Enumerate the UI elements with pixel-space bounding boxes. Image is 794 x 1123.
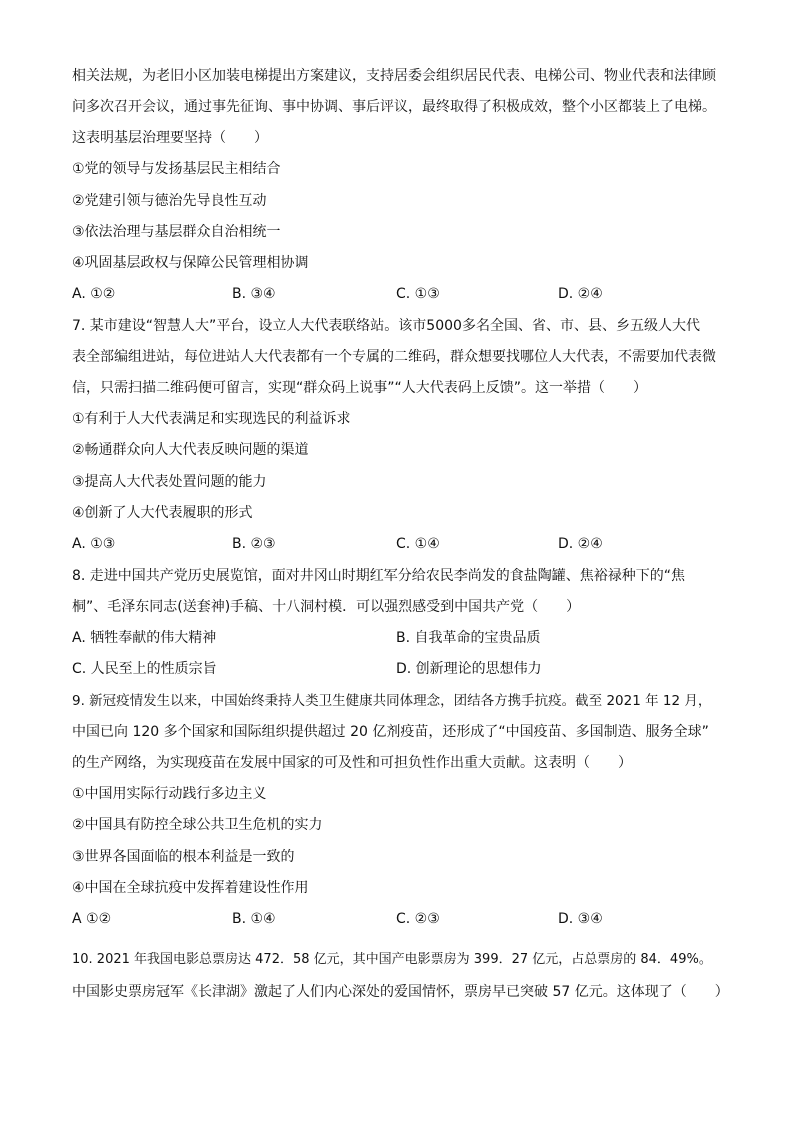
q6-item: ③依法治理与基层群众自治相统一 bbox=[72, 224, 281, 240]
q7-stem-line: 7. 某市建设“智慧人大”平台，设立人大代表联络站。该市5000多名全国、省、市、县、乡五级人大代 bbox=[72, 318, 700, 334]
q7-option-c: C. ①④ bbox=[396, 536, 440, 552]
q6-option-c: C. ①③ bbox=[396, 286, 440, 302]
q8-stem-line: 桐”、毛泽东同志(送套神)手稿、十八洞村模．可以强烈感受到中国共产党（ ） bbox=[72, 599, 581, 615]
q7-option-d: D. ②④ bbox=[558, 536, 603, 552]
q10-stem-line: 10. 2021 年我国电影总票房达 472．58 亿元，其中国产电影票房为 399．27 亿元，占总票房的 84．49%。 bbox=[72, 952, 712, 967]
q8-stem-line: 8. 走进中国共产党历史展览馆，面对井冈山时期红军分给农民李尚发的食盐陶罐、焦裕禄种下的“焦 bbox=[72, 568, 686, 584]
q9-option-a: A ①② bbox=[72, 911, 112, 927]
q6-stem-line: 这表明基层治理要坚持（ ） bbox=[72, 130, 268, 146]
q6-options bbox=[72, 284, 732, 304]
q8-option-a: A. 牺牲奉献的伟大精神 bbox=[72, 630, 217, 646]
q7-option-a: A. ①③ bbox=[72, 536, 116, 552]
q9-stem-line: 中国已向 120 多个国家和国际组织提供超过 20 亿剂疫苗，还形成了“中国疫苗、多国制造、服务全球” bbox=[72, 724, 709, 740]
q7-stem-line: 表全部编组进站，每位进站人大代表都有一个专属的二维码，群众想要找哪位人大代表，不需要加代表微 bbox=[72, 349, 716, 365]
q6-option-a: A. ①② bbox=[72, 286, 116, 302]
q7-item: ①有利于人大代表满足和实现选民的利益诉求 bbox=[72, 411, 351, 427]
q8-option-c: C. 人民至上的性质宗旨 bbox=[72, 661, 217, 677]
q9-item: ③世界各国面临的根本利益是一致的 bbox=[72, 849, 295, 865]
q7-item: ④创新了人大代表履职的形式 bbox=[72, 505, 253, 521]
q6-item: ②党建引领与德治先导良性互动 bbox=[72, 193, 267, 209]
q6-item: ④巩固基层政权与保障公民管理相协调 bbox=[72, 255, 309, 271]
q8-option-b: B. 自我革命的宝贵品质 bbox=[396, 630, 541, 646]
q7-option-b: B. ②③ bbox=[232, 536, 276, 552]
q6-option-d: D. ②④ bbox=[558, 286, 603, 302]
q9-item: ①中国用实际行动践行多边主义 bbox=[72, 786, 267, 802]
q6-item: ①党的领导与发扬基层民主相结合 bbox=[72, 161, 281, 177]
q9-item: ②中国具有防控全球公共卫生危机的实力 bbox=[72, 817, 323, 833]
q7-item: ③提高人大代表处置问题的能力 bbox=[72, 474, 267, 490]
q7-options bbox=[72, 534, 732, 554]
q8-option-d: D. 创新理论的思想伟力 bbox=[396, 661, 542, 677]
q8-options-row2 bbox=[72, 659, 732, 679]
q9-option-c: C. ②③ bbox=[396, 911, 440, 927]
q9-options bbox=[72, 909, 732, 929]
q10-stem-line: 中国影史票房冠军《长津湖》激起了人们内心深处的爱国情怀，票房早已突破 57 亿元。这体现了（ ） bbox=[72, 984, 729, 1000]
q6-stem-line: 问多次召开会议，通过事先征询、事中协调、事后评议，最终取得了积极成效，整个小区都装上了电梯。 bbox=[72, 99, 716, 115]
q9-option-d: D. ③④ bbox=[558, 911, 603, 927]
q7-stem-line: 信，只需扫描二维码便可留言，实现“群众码上说事”“人大代表码上反馈”。这一举措（ ） bbox=[72, 380, 648, 396]
q8-options-row1 bbox=[72, 628, 732, 648]
q6-stem-line: 相关法规，为老旧小区加装电梯提出方案建议，支持居委会组织居民代表、电梯公司、物业代表和法律顾 bbox=[72, 68, 716, 84]
q7-item: ②畅通群众向人大代表反映问题的渠道 bbox=[72, 442, 309, 458]
q9-item: ④中国在全球抗疫中发挥着建设性作用 bbox=[72, 880, 309, 896]
q9-option-b: B. ①④ bbox=[232, 911, 276, 927]
q9-stem-line: 9. 新冠疫情发生以来，中国始终秉持人类卫生健康共同体理念，团结各方携手抗疫。截至 2021 年 12 月， bbox=[72, 693, 712, 709]
q6-option-b: B. ③④ bbox=[232, 286, 276, 302]
q9-stem-line: 的生产网络，为实现疫苗在发展中国家的可及性和可担负性作出重大贡献。这表明（ ） bbox=[72, 755, 632, 771]
